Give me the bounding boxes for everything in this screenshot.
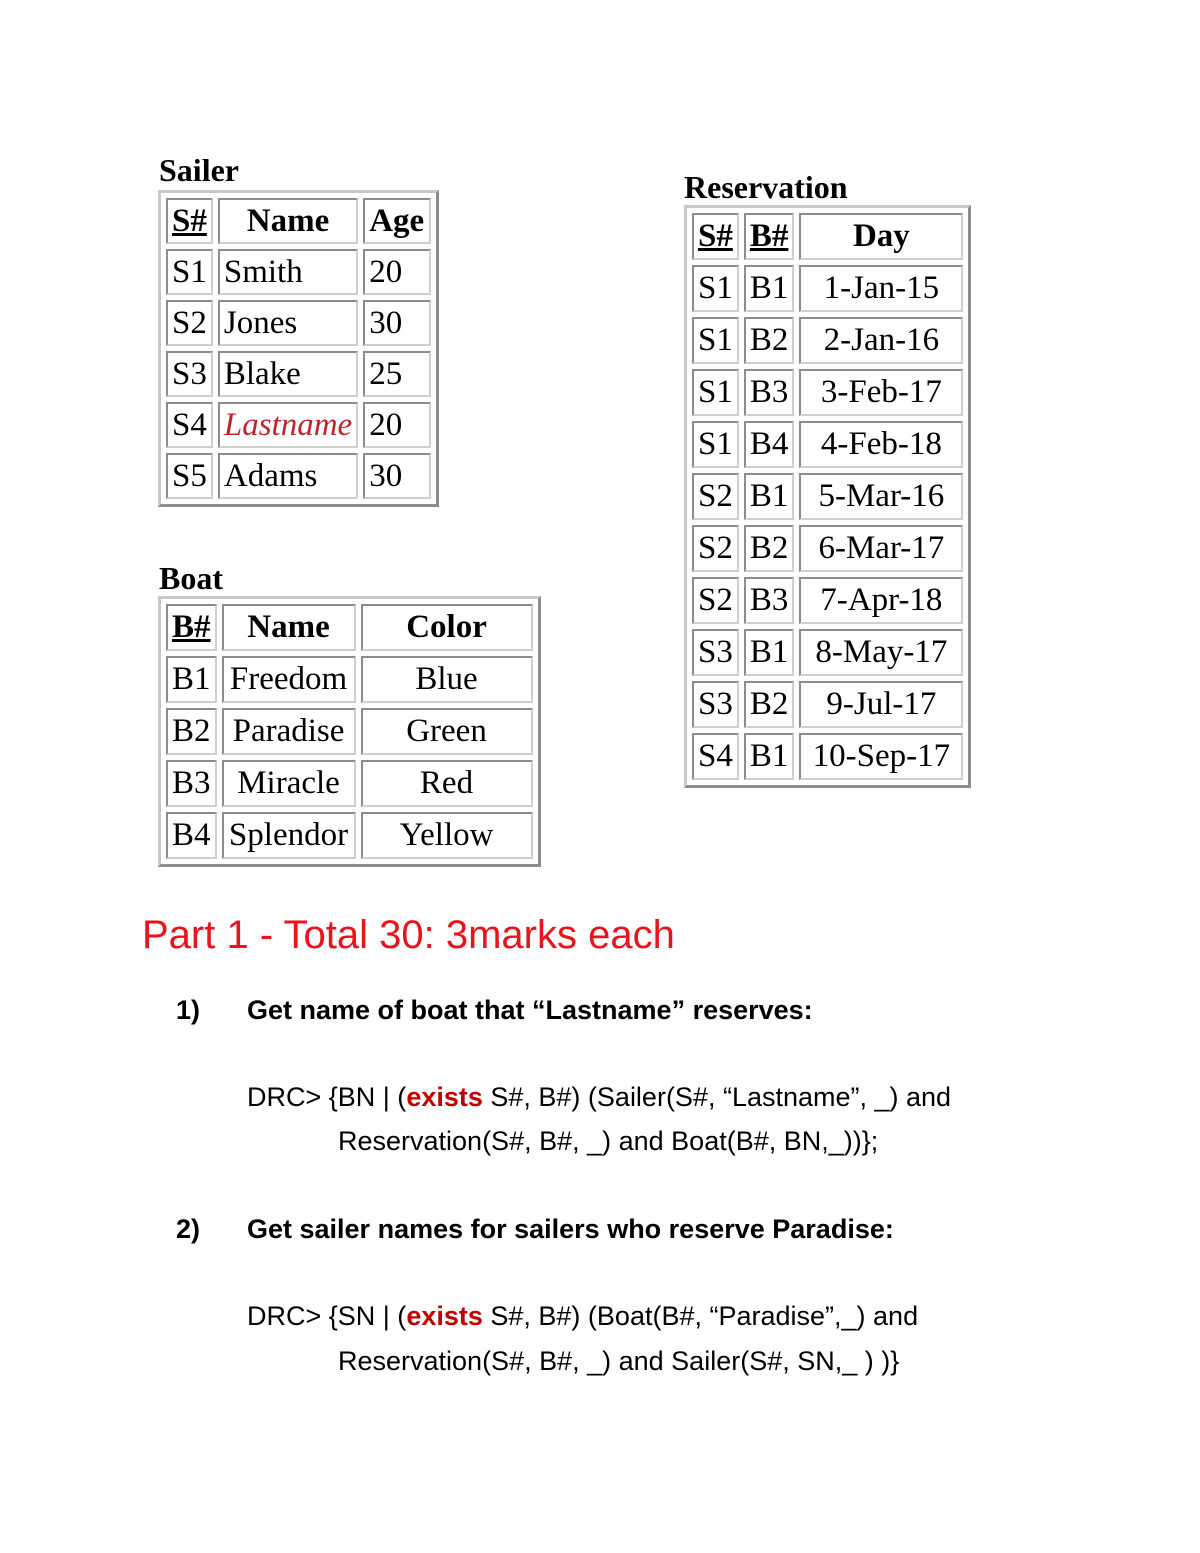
sailer-table <box>158 190 439 507</box>
table-header-row <box>166 604 533 651</box>
drc-query-line <box>247 1303 918 1330</box>
column-header: B# <box>166 604 217 651</box>
table-cell: Splendor <box>222 812 356 859</box>
question-number: 2) <box>176 1214 201 1244</box>
table-cell: 20 <box>363 249 431 295</box>
table-cell: S2 <box>692 473 739 520</box>
drc-body: S#, B#) (Sailer(S#, “Lastname”, _) and <box>482 1082 952 1112</box>
table-cell: S2 <box>692 525 739 572</box>
table-cell: S4 <box>692 733 739 780</box>
table-row <box>166 656 533 703</box>
table-cell: 7-Apr-18 <box>799 577 963 624</box>
sailer-table-title: Sailer <box>159 152 239 188</box>
table-cell: S1 <box>692 317 739 364</box>
question-number: 1) <box>176 995 201 1025</box>
table-cell: Red <box>361 760 533 807</box>
table-cell: 9-Jul-17 <box>799 681 963 728</box>
table-cell: S2 <box>166 300 213 346</box>
table-cell: 1-Jan-15 <box>799 265 963 312</box>
question-text: Get sailer names for sailers who reserve Paradise: <box>247 1214 894 1244</box>
table-row <box>692 265 963 312</box>
table-cell: S1 <box>166 249 213 295</box>
table-cell: B1 <box>744 265 795 312</box>
table-cell: S3 <box>166 351 213 397</box>
table-cell: 4-Feb-18 <box>799 421 963 468</box>
table-cell: 5-Mar-16 <box>799 473 963 520</box>
table-cell: B1 <box>744 629 795 676</box>
table-cell: Yellow <box>361 812 533 859</box>
drc-prefix: DRC> {SN | ( <box>247 1301 407 1331</box>
table-cell: S1 <box>692 265 739 312</box>
reservation-table <box>684 205 971 788</box>
table-row <box>692 629 963 676</box>
table-cell: S5 <box>166 453 213 499</box>
part-heading: Part 1 - Total 30: 3marks each <box>142 913 675 957</box>
table-cell: Green <box>361 708 533 755</box>
highlighted-name-cell: Lastname <box>218 402 358 448</box>
table-cell: 8-May-17 <box>799 629 963 676</box>
table-row <box>166 708 533 755</box>
table-cell: 6-Mar-17 <box>799 525 963 572</box>
table-cell: S3 <box>692 681 739 728</box>
table-row <box>692 421 963 468</box>
table-cell: 10-Sep-17 <box>799 733 963 780</box>
table-row <box>166 760 533 807</box>
table-header-row <box>692 213 963 260</box>
table-cell: B3 <box>166 760 217 807</box>
table-cell: Paradise <box>222 708 356 755</box>
table-row <box>692 681 963 728</box>
table-row <box>692 369 963 416</box>
boat-table <box>158 596 541 867</box>
table-cell: S4 <box>166 402 213 448</box>
table-cell: Smith <box>218 249 358 295</box>
table-cell: S3 <box>692 629 739 676</box>
table-row <box>692 473 963 520</box>
table-cell: S2 <box>692 577 739 624</box>
table-cell: B1 <box>166 656 217 703</box>
table-cell: B3 <box>744 369 795 416</box>
table-cell: Blake <box>218 351 358 397</box>
table-cell: 30 <box>363 453 431 499</box>
question-text: Get name of boat that “Lastname” reserves: <box>247 995 813 1025</box>
table-cell: Miracle <box>222 760 356 807</box>
table-row <box>166 453 431 499</box>
table-row <box>166 351 431 397</box>
table-row <box>166 402 431 448</box>
drc-query-line <box>247 1084 951 1111</box>
table-cell: 20 <box>363 402 431 448</box>
drc-prefix: DRC> {BN | ( <box>247 1082 407 1112</box>
table-row <box>692 577 963 624</box>
table-cell: Freedom <box>222 656 356 703</box>
table-row <box>692 317 963 364</box>
table-cell: S1 <box>692 421 739 468</box>
boat-table-title: Boat <box>159 560 223 596</box>
table-cell: B2 <box>744 317 795 364</box>
table-row <box>166 300 431 346</box>
column-header: S# <box>166 198 213 244</box>
reservation-table-title: Reservation <box>684 169 848 205</box>
table-cell: Jones <box>218 300 358 346</box>
column-header: Day <box>799 213 963 260</box>
table-cell: Adams <box>218 453 358 499</box>
table-row <box>166 812 533 859</box>
drc-body: S#, B#) (Boat(B#, “Paradise”,_) and <box>482 1301 919 1331</box>
table-row <box>166 249 431 295</box>
table-cell: B4 <box>744 421 795 468</box>
drc-query-continuation: Reservation(S#, B#, _) and Boat(B#, BN,_))}; <box>338 1126 879 1156</box>
table-header-row <box>166 198 431 244</box>
table-cell: 2-Jan-16 <box>799 317 963 364</box>
table-cell: B3 <box>744 577 795 624</box>
table-cell: B1 <box>744 473 795 520</box>
column-header: S# <box>692 213 739 260</box>
table-row <box>692 733 963 780</box>
column-header: Name <box>218 198 358 244</box>
table-cell: Blue <box>361 656 533 703</box>
table-cell: B4 <box>166 812 217 859</box>
drc-query-continuation: Reservation(S#, B#, _) and Sailer(S#, SN,_ ) )} <box>338 1346 900 1376</box>
exists-keyword: exists <box>406 1301 483 1331</box>
exists-keyword: exists <box>406 1082 483 1112</box>
column-header: Name <box>222 604 356 651</box>
table-cell: B2 <box>166 708 217 755</box>
table-cell: B1 <box>744 733 795 780</box>
table-cell: 3-Feb-17 <box>799 369 963 416</box>
column-header: Age <box>363 198 431 244</box>
table-row <box>692 525 963 572</box>
table-cell: 25 <box>363 351 431 397</box>
table-cell: S1 <box>692 369 739 416</box>
table-cell: 30 <box>363 300 431 346</box>
column-header: B# <box>744 213 795 260</box>
column-header: Color <box>361 604 533 651</box>
table-cell: B2 <box>744 681 795 728</box>
table-cell: B2 <box>744 525 795 572</box>
